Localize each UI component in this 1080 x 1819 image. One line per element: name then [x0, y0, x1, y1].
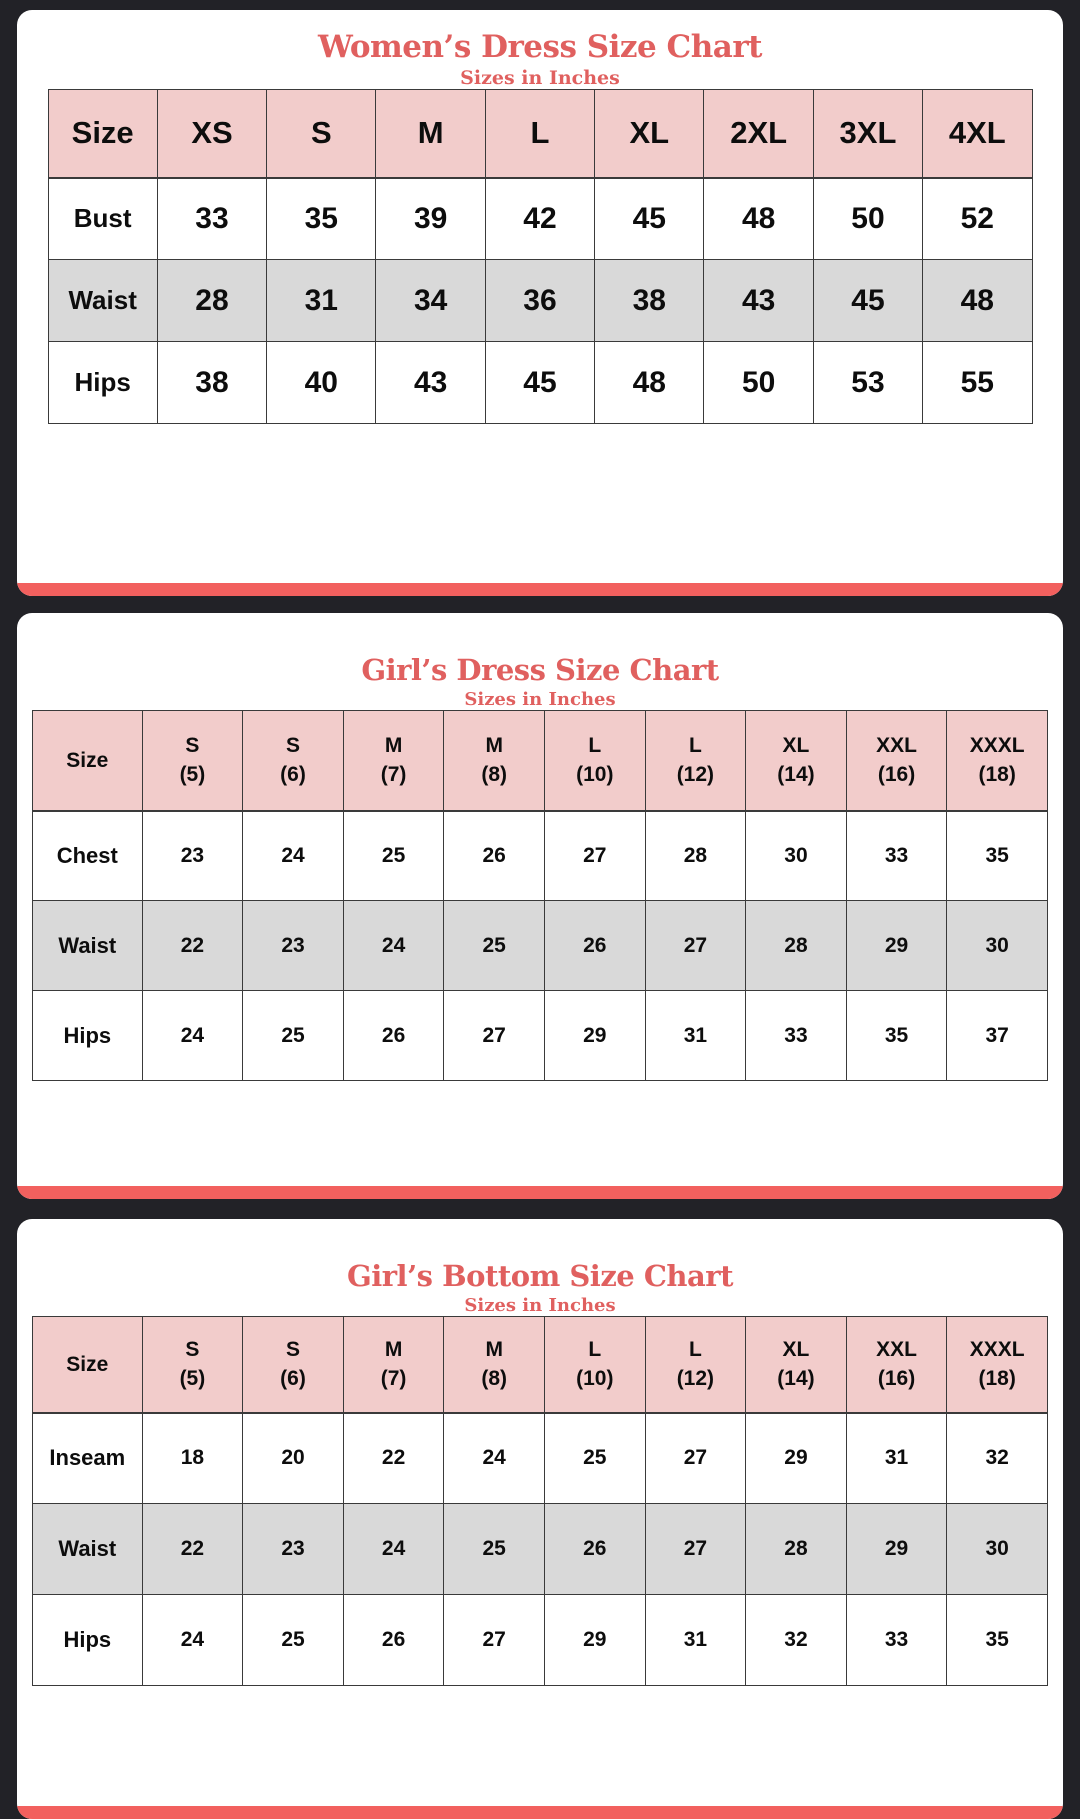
- size-column-header: M (7): [343, 711, 444, 811]
- measurement-value: 35: [267, 178, 376, 260]
- measurement-value: 24: [142, 1595, 243, 1686]
- size-column-header: S (6): [243, 711, 344, 811]
- measurement-value: 36: [485, 260, 594, 342]
- measurement-row: [48, 178, 1032, 260]
- size-column-header: L: [485, 90, 594, 178]
- girls-dress-size-table: [32, 710, 1048, 1081]
- size-column-header: XL: [595, 90, 704, 178]
- measurement-value: 28: [746, 1504, 847, 1595]
- measurement-value: 27: [544, 811, 645, 901]
- size-column-header: M (8): [444, 711, 545, 811]
- size-header-row: [33, 1317, 1048, 1413]
- measurement-value: 25: [544, 1413, 645, 1504]
- size-column-header: L (12): [645, 711, 746, 811]
- size-column-header: L (10): [544, 711, 645, 811]
- measurement-value: 26: [444, 811, 545, 901]
- measurement-value: 33: [157, 178, 266, 260]
- measurement-value: 50: [813, 178, 922, 260]
- girls-bottom-chart-title: Girl’s Bottom Size Chart: [347, 1259, 733, 1293]
- measurement-value: 27: [645, 1413, 746, 1504]
- measurement-value: 29: [846, 901, 947, 991]
- measurement-value: 28: [746, 901, 847, 991]
- size-column-header: XXL (16): [846, 1317, 947, 1413]
- girls-bottom-size-table: [32, 1316, 1048, 1686]
- size-column-header: L (10): [544, 1317, 645, 1413]
- measurement-value: 33: [746, 991, 847, 1081]
- size-column-header: S (6): [243, 1317, 344, 1413]
- size-header-row: [33, 711, 1048, 811]
- measurement-value: 23: [243, 1504, 344, 1595]
- measurement-value: 30: [746, 811, 847, 901]
- measurement-value: 25: [444, 901, 545, 991]
- measurement-value: 28: [645, 811, 746, 901]
- girls-bottom-chart-subtitle: Sizes in Inches: [464, 1295, 616, 1316]
- measurement-value: 31: [267, 260, 376, 342]
- measurement-label: Waist: [33, 901, 143, 991]
- measurement-value: 22: [142, 901, 243, 991]
- size-column-header: 4XL: [923, 90, 1032, 178]
- measurement-value: 23: [142, 811, 243, 901]
- measurement-value: 25: [243, 991, 344, 1081]
- measurement-label: Hips: [33, 1595, 143, 1686]
- size-column-header: M: [376, 90, 485, 178]
- size-header-label: Size: [33, 711, 143, 811]
- size-column-header: M (8): [444, 1317, 545, 1413]
- size-column-header: XXL (16): [846, 711, 947, 811]
- measurement-value: 52: [923, 178, 1032, 260]
- measurement-value: 22: [142, 1504, 243, 1595]
- measurement-value: 27: [444, 1595, 545, 1686]
- measurement-value: 26: [544, 901, 645, 991]
- measurement-value: 29: [544, 991, 645, 1081]
- measurement-value: 37: [947, 991, 1048, 1081]
- size-column-header: S: [267, 90, 376, 178]
- measurement-value: 31: [645, 1595, 746, 1686]
- measurement-label: Chest: [33, 811, 143, 901]
- measurement-value: 27: [645, 1504, 746, 1595]
- measurement-value: 40: [267, 342, 376, 424]
- measurement-label: Hips: [33, 991, 143, 1081]
- measurement-row: [33, 1413, 1048, 1504]
- measurement-value: 22: [343, 1413, 444, 1504]
- measurement-value: 24: [444, 1413, 545, 1504]
- women-dress-size-card: [17, 10, 1063, 596]
- card-accent-bar: [17, 1806, 1063, 1819]
- size-column-header: 3XL: [813, 90, 922, 178]
- measurement-value: 32: [746, 1595, 847, 1686]
- measurement-label: Hips: [48, 342, 157, 424]
- women-dress-chart-title: Women’s Dress Size Chart: [318, 29, 762, 65]
- measurement-row: [33, 811, 1048, 901]
- measurement-value: 48: [704, 178, 813, 260]
- size-header-label: Size: [33, 1317, 143, 1413]
- measurement-value: 39: [376, 178, 485, 260]
- measurement-value: 50: [704, 342, 813, 424]
- girls-bottom-size-card: [17, 1219, 1063, 1819]
- measurement-row: [33, 1595, 1048, 1686]
- size-column-header: M (7): [343, 1317, 444, 1413]
- measurement-value: 29: [746, 1413, 847, 1504]
- size-column-header: XS: [157, 90, 266, 178]
- measurement-value: 26: [343, 1595, 444, 1686]
- measurement-value: 28: [157, 260, 266, 342]
- measurement-value: 43: [376, 342, 485, 424]
- measurement-row: [48, 260, 1032, 342]
- size-header-label: Size: [48, 90, 157, 178]
- size-column-header: XL (14): [746, 711, 847, 811]
- measurement-row: [33, 991, 1048, 1081]
- card-accent-bar: [17, 583, 1063, 596]
- measurement-value: 24: [343, 1504, 444, 1595]
- size-column-header: XL (14): [746, 1317, 847, 1413]
- size-column-header: XXXL (18): [947, 1317, 1048, 1413]
- measurement-value: 26: [343, 991, 444, 1081]
- size-column-header: L (12): [645, 1317, 746, 1413]
- girls-dress-chart-subtitle: Sizes in Inches: [464, 689, 616, 710]
- measurement-value: 32: [947, 1413, 1048, 1504]
- measurement-value: 25: [444, 1504, 545, 1595]
- measurement-label: Waist: [33, 1504, 143, 1595]
- measurement-value: 35: [947, 1595, 1048, 1686]
- measurement-value: 48: [595, 342, 704, 424]
- measurement-value: 45: [595, 178, 704, 260]
- women-dress-chart-subtitle: Sizes in Inches: [460, 67, 620, 89]
- measurement-row: [33, 1504, 1048, 1595]
- size-column-header: XXXL (18): [947, 711, 1048, 811]
- measurement-value: 33: [846, 1595, 947, 1686]
- girls-dress-chart-title: Girl’s Dress Size Chart: [361, 653, 719, 687]
- measurement-value: 24: [343, 901, 444, 991]
- measurement-value: 34: [376, 260, 485, 342]
- measurement-value: 27: [444, 991, 545, 1081]
- measurement-value: 26: [544, 1504, 645, 1595]
- measurement-value: 38: [157, 342, 266, 424]
- measurement-value: 25: [343, 811, 444, 901]
- measurement-value: 20: [243, 1413, 344, 1504]
- measurement-value: 48: [923, 260, 1032, 342]
- measurement-value: 42: [485, 178, 594, 260]
- measurement-row: [48, 342, 1032, 424]
- measurement-label: Inseam: [33, 1413, 143, 1504]
- size-column-header: S (5): [142, 1317, 243, 1413]
- measurement-value: 43: [704, 260, 813, 342]
- measurement-value: 35: [846, 991, 947, 1081]
- measurement-value: 29: [544, 1595, 645, 1686]
- measurement-value: 24: [243, 811, 344, 901]
- measurement-value: 30: [947, 1504, 1048, 1595]
- measurement-value: 31: [846, 1413, 947, 1504]
- measurement-value: 53: [813, 342, 922, 424]
- measurement-value: 23: [243, 901, 344, 991]
- measurement-value: 33: [846, 811, 947, 901]
- measurement-value: 55: [923, 342, 1032, 424]
- measurement-value: 29: [846, 1504, 947, 1595]
- measurement-value: 38: [595, 260, 704, 342]
- measurement-value: 45: [485, 342, 594, 424]
- measurement-value: 24: [142, 991, 243, 1081]
- measurement-label: Bust: [48, 178, 157, 260]
- measurement-value: 35: [947, 811, 1048, 901]
- measurement-label: Waist: [48, 260, 157, 342]
- girls-dress-size-card: [17, 613, 1063, 1199]
- size-header-row: [48, 90, 1032, 178]
- size-column-header: 2XL: [704, 90, 813, 178]
- measurement-value: 30: [947, 901, 1048, 991]
- size-column-header: S (5): [142, 711, 243, 811]
- measurement-value: 31: [645, 991, 746, 1081]
- measurement-row: [33, 901, 1048, 991]
- measurement-value: 27: [645, 901, 746, 991]
- card-accent-bar: [17, 1186, 1063, 1199]
- measurement-value: 45: [813, 260, 922, 342]
- measurement-value: 25: [243, 1595, 344, 1686]
- measurement-value: 18: [142, 1413, 243, 1504]
- women-dress-size-table: [48, 89, 1033, 424]
